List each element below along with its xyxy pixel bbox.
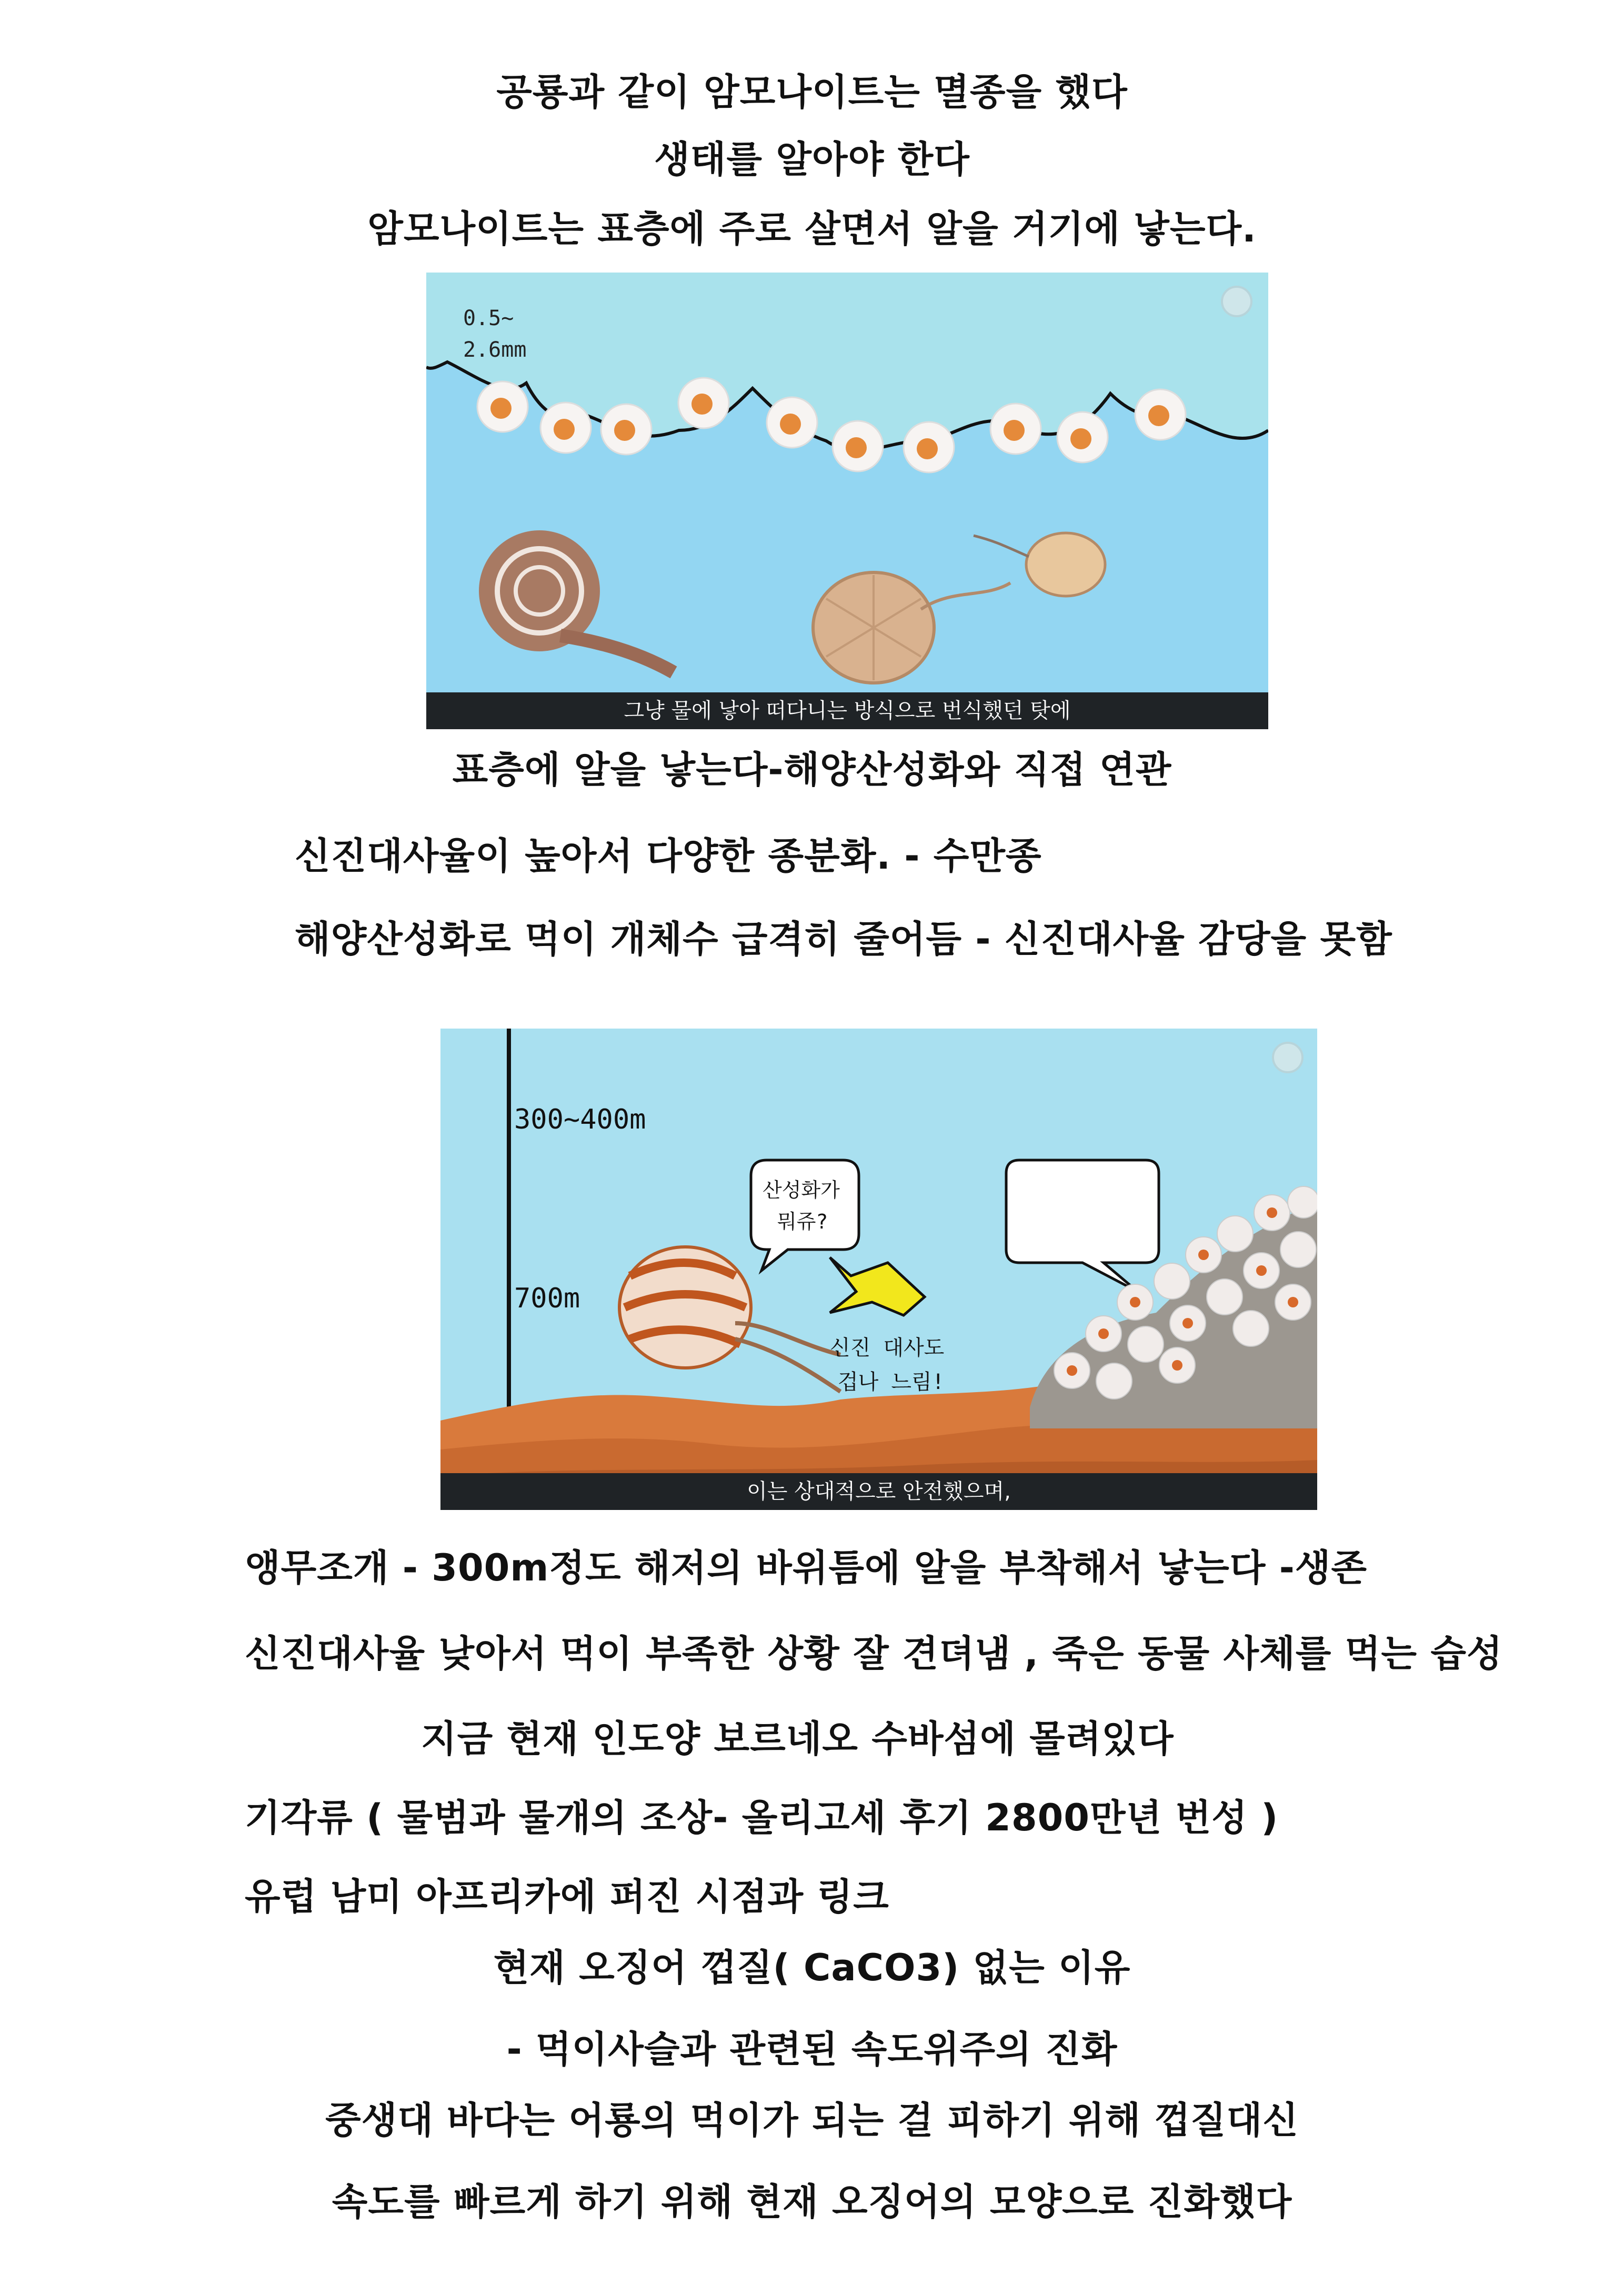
depth-label-top: 300~400m (514, 1104, 646, 1135)
text-line-1: 공룡과 같이 암모나이트는 멸종을 했다 (496, 71, 1128, 114)
text-line-9: 지금 현재 인도양 보르네오 수바섬에 몰려있다 (421, 1717, 1174, 1760)
text-line-2: 생태를 알아야 한다 (654, 138, 970, 181)
text-line-14: 중생대 바다는 어룡의 먹이가 되는 걸 피하기 위해 껍질대신 (325, 2099, 1299, 2142)
text-line-7: 앵무조개 - 300m정도 해저의 바위틈에 알을 부착해서 낳는다 -생존 (245, 1546, 1368, 1589)
channel-logo-icon (1273, 1043, 1302, 1072)
text-line-8: 신진대사율 낮아서 먹이 부족한 상황 잘 견뎌냄 , 죽은 동물 사체를 먹는 습성 (245, 1632, 1503, 1675)
note-text-2: 겁나 느림! (838, 1370, 945, 1394)
note-text-1: 신진 대사도 (830, 1336, 945, 1360)
text-line-6: 해양산성화로 먹이 개체수 급격히 줄어듬 - 신진대사율 감당을 못함 (295, 918, 1392, 961)
depth-label-bottom: 700m (514, 1283, 580, 1314)
text-line-11: 유럽 남미 아프리카에 퍼진 시점과 링크 (245, 1875, 889, 1918)
ammonite-eggs-image (426, 273, 1268, 729)
text-line-5: 신진대사율이 높아서 다양한 종분화. - 수만종 (295, 834, 1042, 878)
bubble-text-1: 산성화가 (763, 1179, 840, 1202)
text-line-13: - 먹이사슬과 관련된 속도위주의 진화 (506, 2028, 1118, 2071)
text-line-3: 암모나이트는 표층에 주로 살면서 알을 거기에 낳는다. (367, 207, 1257, 250)
text-line-10: 기각류 ( 물범과 물개의 조상- 올리고세 후기 2800만년 번성 ) (245, 1796, 1279, 1839)
nautilus-icon (619, 1247, 840, 1392)
image2-caption: 이는 상대적으로 안전했으며, (440, 1473, 1317, 1510)
nautilus-depth-image (440, 1029, 1317, 1510)
bubble-text-2: 뭐쥬? (777, 1210, 828, 1233)
egg-size-label-1: 0.5~ (463, 306, 514, 330)
ammonite-eggs-illustration (426, 273, 1268, 729)
text-line-15: 속도를 빠르게 하기 위해 현재 오징어의 모양으로 진화했다 (332, 2180, 1292, 2223)
text-line-12: 현재 오징어 껍질( CaCO3) 없는 이유 (493, 1946, 1131, 1989)
speech-bubble-right (1006, 1160, 1159, 1292)
nautilus-depth-illustration (440, 1029, 1317, 1510)
channel-logo-icon (1222, 287, 1251, 316)
text-line-4: 표층에 알을 낳는다-해양산성화와 직접 연관 (452, 748, 1172, 791)
egg-size-label-2: 2.6mm (463, 338, 527, 362)
ammonite-left-icon (479, 530, 674, 672)
nautilus-small-icon (974, 533, 1105, 596)
speech-bubble-left (751, 1160, 859, 1271)
image1-caption: 그냥 물에 낳아 떠다니는 방식으로 번식했던 탓에 (426, 692, 1268, 729)
nautilus-middle-icon (813, 572, 1010, 683)
yellow-arrow-icon (830, 1257, 925, 1315)
